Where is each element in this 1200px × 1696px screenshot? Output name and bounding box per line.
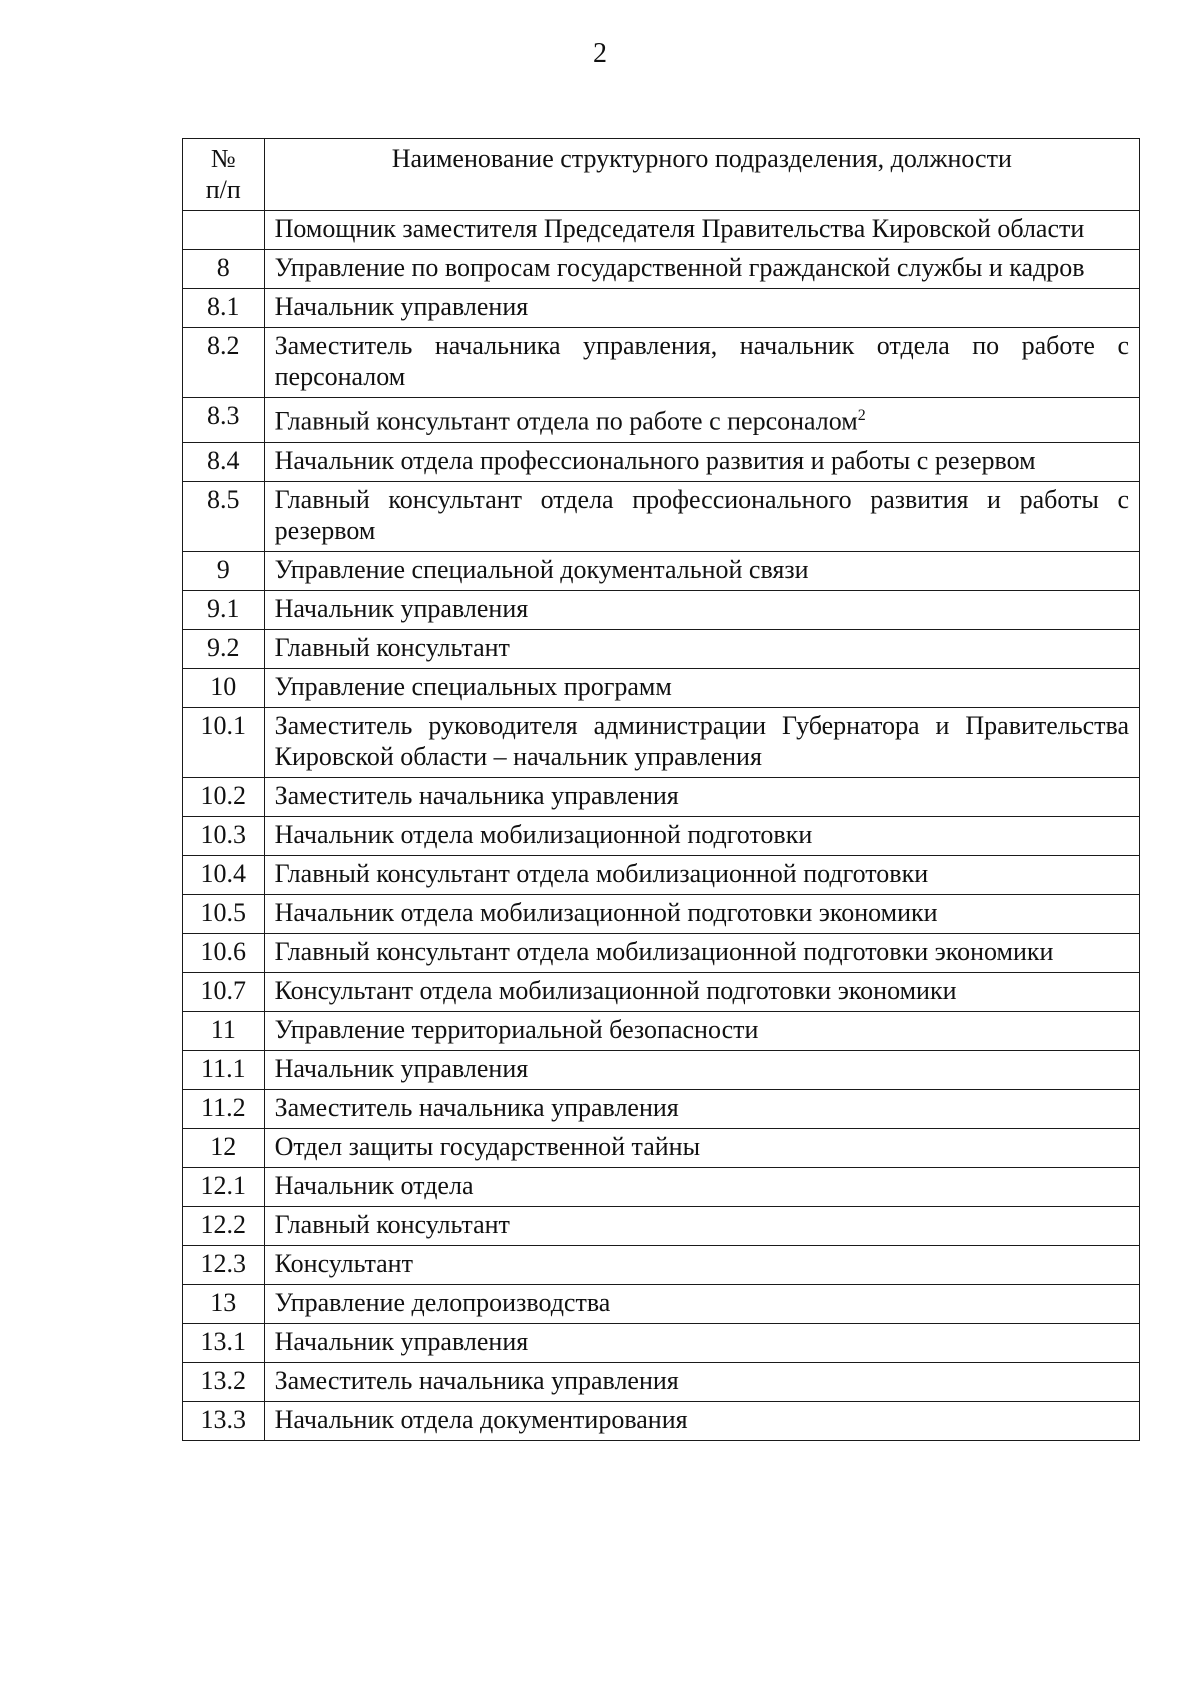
row-number-cell: 10.3 — [183, 816, 265, 855]
row-name-cell — [264, 442, 1139, 481]
row-number-cell: 12.2 — [183, 1206, 265, 1245]
row-name-text: Главный консультант отдела по работе с персоналом — [274, 406, 858, 436]
row-name-cell — [264, 398, 1139, 443]
table-row — [183, 1245, 1140, 1284]
row-number-cell: 12.1 — [183, 1167, 265, 1206]
row-number-cell: 9.2 — [183, 629, 265, 668]
row-name-text: Заместитель руководителя администрации Губернатора и Правительства Кировской области – начальник управления — [274, 710, 1129, 771]
row-name-text: Управление территориальной безопасности — [274, 1014, 759, 1044]
row-number-cell: 8.4 — [183, 442, 265, 481]
row-name-cell — [264, 777, 1139, 816]
row-number-cell: 10.7 — [183, 972, 265, 1011]
row-name-text: Консультант — [274, 1248, 413, 1278]
page-number: 2 — [593, 38, 607, 69]
row-name-cell — [264, 894, 1139, 933]
row-name-cell — [264, 1167, 1139, 1206]
row-name-cell — [264, 1323, 1139, 1362]
row-name-cell — [264, 1206, 1139, 1245]
table-row — [183, 855, 1140, 894]
table-row — [183, 398, 1140, 443]
row-name-text: Заместитель начальника управления — [274, 1365, 679, 1395]
row-name-cell — [264, 1245, 1139, 1284]
row-name-text: Главный консультант — [274, 1209, 510, 1239]
row-number-cell: 10.2 — [183, 777, 265, 816]
row-name-text: Управление специальных программ — [274, 671, 672, 701]
row-number-cell: 12 — [183, 1128, 265, 1167]
table-row — [183, 1206, 1140, 1245]
table-header-row — [183, 139, 1140, 211]
row-name-cell — [264, 211, 1139, 250]
table-row — [183, 816, 1140, 855]
row-number-cell: 11.2 — [183, 1089, 265, 1128]
row-name-cell — [264, 933, 1139, 972]
table-row — [183, 590, 1140, 629]
row-name-cell — [264, 328, 1139, 398]
row-name-text: Управление по вопросам государственной гражданской службы и кадров — [274, 253, 1085, 282]
row-number-cell: 10.4 — [183, 855, 265, 894]
row-number-cell: 8.1 — [183, 289, 265, 328]
row-name-cell — [264, 972, 1139, 1011]
row-name-text: Начальник управления — [274, 292, 529, 321]
row-name-cell — [264, 1362, 1139, 1401]
row-name-cell — [264, 707, 1139, 777]
table-row — [183, 328, 1140, 398]
table-row — [183, 1011, 1140, 1050]
row-name-text: Отдел защиты государственной тайны — [274, 1131, 701, 1161]
table-row — [183, 777, 1140, 816]
row-name-text: Главный консультант отдела мобилизационной подготовки — [274, 858, 929, 888]
table-row — [183, 894, 1140, 933]
row-number-cell: 9.1 — [183, 590, 265, 629]
row-name-text: Заместитель начальника управления — [274, 1092, 679, 1122]
table-row — [183, 211, 1140, 250]
table-row — [183, 629, 1140, 668]
table-row — [183, 250, 1140, 289]
row-name-cell — [264, 1011, 1139, 1050]
row-name-text: Главный консультант — [274, 632, 510, 662]
row-name-cell — [264, 668, 1139, 707]
row-name-text: Заместитель начальника управления, начальник отдела по работе с персоналом — [274, 331, 1129, 391]
row-number-cell: 10.6 — [183, 933, 265, 972]
table-row — [183, 1050, 1140, 1089]
row-name-cell — [264, 1050, 1139, 1089]
table-body — [183, 211, 1140, 1441]
row-number-cell: 13 — [183, 1284, 265, 1323]
table-row — [183, 1323, 1140, 1362]
row-name-cell — [264, 551, 1139, 590]
row-name-text: Начальник отдела мобилизационной подготовки — [274, 819, 813, 849]
row-number-cell: 13.2 — [183, 1362, 265, 1401]
row-name-cell — [264, 1128, 1139, 1167]
row-name-cell — [264, 1401, 1139, 1440]
row-number-cell: 10 — [183, 668, 265, 707]
number-column-header — [183, 139, 265, 211]
row-name-cell — [264, 481, 1139, 551]
table-row — [183, 481, 1140, 551]
row-number-cell: 13.1 — [183, 1323, 265, 1362]
row-name-text: Начальник управления — [274, 1053, 529, 1083]
row-name-cell — [264, 855, 1139, 894]
row-name-cell — [264, 1284, 1139, 1323]
row-number-cell: 10.5 — [183, 894, 265, 933]
table-row — [183, 707, 1140, 777]
row-name-text: Начальник отдела документирования — [274, 1404, 688, 1434]
row-name-cell — [264, 816, 1139, 855]
positions-table — [182, 138, 1140, 1441]
table-row — [183, 1362, 1140, 1401]
number-abbreviation: п/п — [205, 175, 241, 204]
row-name-text: Главный консультант отдела профессионального развития и работы с резервом — [274, 484, 1129, 545]
row-name-text: Начальник отдела мобилизационной подготовки экономики — [274, 897, 938, 927]
row-name-text: Начальник управления — [274, 593, 529, 623]
row-number-cell: 8 — [183, 250, 265, 289]
footnote-marker: 2 — [857, 407, 866, 424]
row-name-text: Консультант отдела мобилизационной подготовки экономики — [274, 975, 957, 1005]
table-row — [183, 668, 1140, 707]
row-name-cell — [264, 250, 1139, 289]
table-row — [183, 1401, 1140, 1440]
table-row — [183, 1167, 1140, 1206]
row-name-text: Начальник отдела — [274, 1170, 474, 1200]
row-number-cell: 11.1 — [183, 1050, 265, 1089]
row-name-cell — [264, 590, 1139, 629]
row-name-text: Управление специальной документальной связи — [274, 554, 809, 584]
table-row — [183, 442, 1140, 481]
row-name-cell — [264, 629, 1139, 668]
row-name-text: Начальник отдела профессионального развития и работы с резервом — [274, 445, 1036, 475]
row-number-cell — [183, 211, 265, 250]
row-number-cell: 8.5 — [183, 481, 265, 551]
row-number-cell: 13.3 — [183, 1401, 265, 1440]
name-column-header: Наименование структурного подразделения, должности — [264, 139, 1139, 211]
table-row — [183, 972, 1140, 1011]
table-row — [183, 1284, 1140, 1323]
table-row — [183, 933, 1140, 972]
row-name-text: Помощник заместителя Председателя Правительства Кировской области — [274, 214, 1085, 243]
table-row — [183, 551, 1140, 590]
table-row — [183, 289, 1140, 328]
table-row — [183, 1089, 1140, 1128]
row-name-text: Главный консультант отдела мобилизационной подготовки экономики — [274, 936, 1054, 966]
row-number-cell: 10.1 — [183, 707, 265, 777]
row-number-cell: 9 — [183, 551, 265, 590]
table-row — [183, 1128, 1140, 1167]
row-number-cell: 8.3 — [183, 398, 265, 443]
row-name-text: Начальник управления — [274, 1326, 529, 1356]
row-number-cell: 8.2 — [183, 328, 265, 398]
row-name-cell — [264, 1089, 1139, 1128]
row-name-cell — [264, 289, 1139, 328]
table-header — [183, 139, 1140, 211]
row-name-text: Заместитель начальника управления — [274, 780, 679, 810]
row-number-cell: 12.3 — [183, 1245, 265, 1284]
row-number-cell: 11 — [183, 1011, 265, 1050]
row-name-text: Управление делопроизводства — [274, 1287, 611, 1317]
number-symbol: № — [210, 144, 236, 173]
